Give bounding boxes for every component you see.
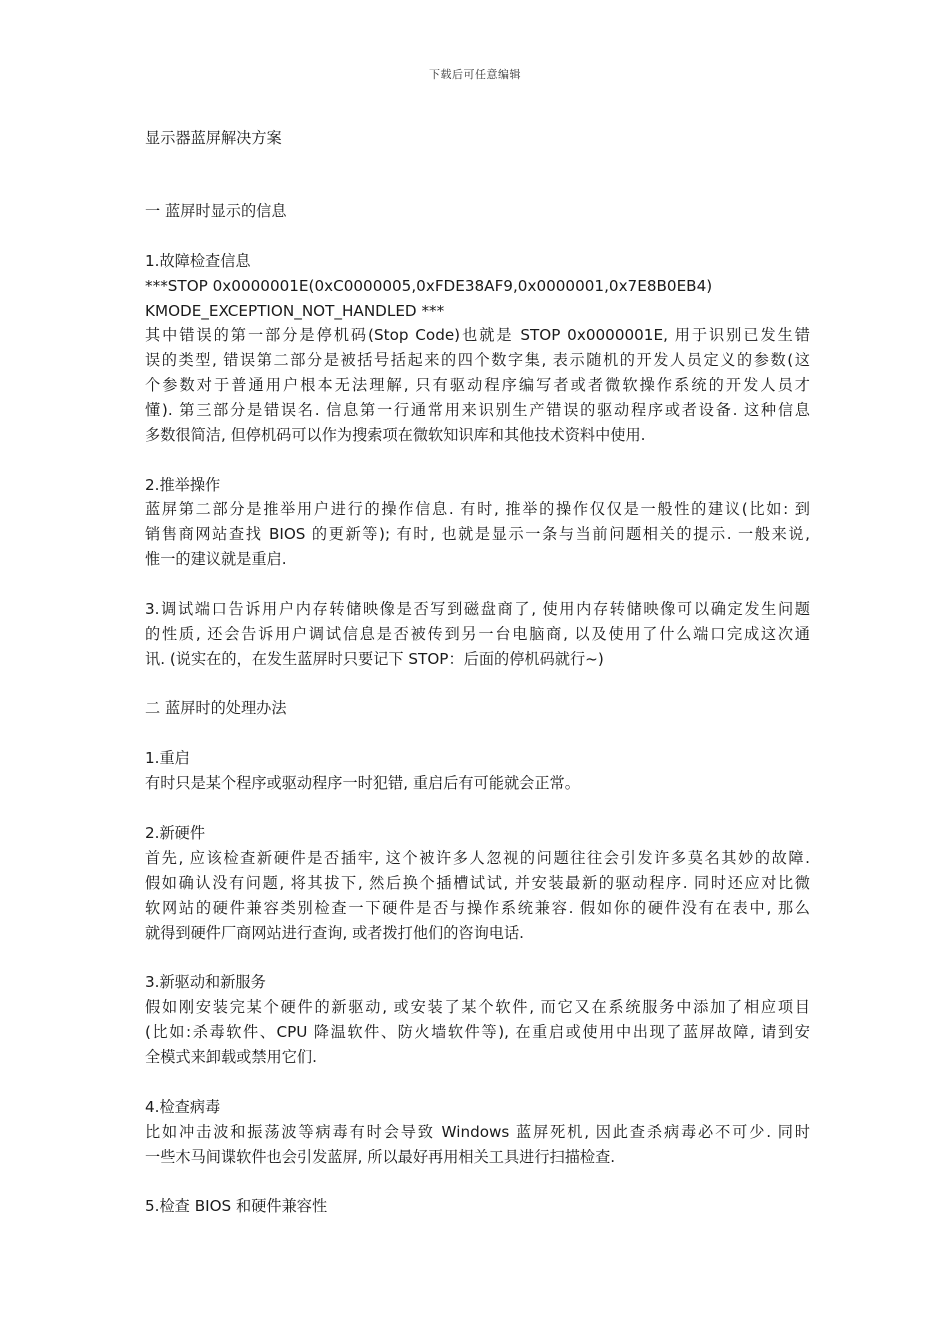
paragraph-line: 销售商网站查找 BIOS 的更新等); 有时, 也就是显示一条与当前问题相关的提示. 一般来说, [145,525,810,543]
paragraph-line: 就得到硬件厂商网站进行查询, 或者拨打他们的咨询电话. [145,924,524,942]
document-title: 显示器蓝屏解决方案 [145,129,282,147]
paragraph-line: 软网站的硬件兼容类别检查一下硬件是否与操作系统兼容. 假如你的硬件没有在表中, 那么 [145,899,810,917]
stop-code-line-1: ***STOP 0x0000001E(0xC0000005,0xFDE38AF9,0x0000001,0x7E8B0EB4) [145,277,713,295]
s1-item2-heading: 2.推举操作 [145,476,221,494]
paragraph-line: 首先, 应该检查新硬件是否插牢, 这个被许多人忽视的问题往往会引发许多莫名其妙的故障. [145,849,810,867]
s2-item4-heading: 4.检查病毒 [145,1098,221,1116]
paragraph-line: 3.调试端口告诉用户内存转储映像是否写到磁盘商了, 使用内存转储映像可以确定发生问题 [145,600,810,618]
paragraph-line: 有时只是某个程序或驱动程序一时犯错, 重启后有可能就会正常。 [145,774,580,792]
page-header: 下载后可任意编辑 [429,68,521,81]
paragraph-line: 其中错误的第一部分是停机码(Stop Code)也就是 STOP 0x0000001E, 用于识别已发生错 [145,326,810,344]
paragraph-line: 个参数对于普通用户根本无法理解, 只有驱动程序编写者或者微软操作系统的开发人员才 [145,376,810,394]
paragraph-line: (比如:杀毒软件、CPU 降温软件、防火墙软件等), 在重启或使用中出现了蓝屏故障, 请到安 [145,1023,810,1041]
s2-item2-heading: 2.新硬件 [145,824,206,842]
paragraph-line: 多数很简洁, 但停机码可以作为搜索项在微软知识库和其他技术资料中使用. [145,426,646,444]
paragraph-line: 全模式来卸载或禁用它们. [145,1048,317,1066]
paragraph-line: 假如刚安装完某个硬件的新驱动, 或安装了某个软件, 而它又在系统服务中添加了相应项目 [145,998,810,1016]
paragraph-line: 蓝屏第二部分是推举用户进行的操作信息. 有时, 推举的操作仅仅是一般性的建议(比如: 到 [145,500,810,518]
section2-heading: 二 蓝屏时的处理办法 [145,699,287,717]
paragraph-line: 一些木马间谍软件也会引发蓝屏, 所以最好再用相关工具进行扫描检查. [145,1148,616,1166]
section1-heading: 一 蓝屏时显示的信息 [145,202,287,220]
paragraph-line: 惟一的建议就是重启. [145,550,287,568]
paragraph-line: 假如确认没有问题, 将其拔下, 然后换个插槽试试, 并安装最新的驱动程序. 同时还应对比微 [145,874,810,892]
paragraph-line: 的性质, 还会告诉用户调试信息是否被传到另一台电脑商, 以及使用了什么端口完成这次通 [145,625,810,643]
paragraph-line: 懂). 第三部分是错误名. 信息第一行通常用来识别生产错误的驱动程序或者设备. 这种信息 [145,401,810,419]
paragraph-line: 比如冲击波和振荡波等病毒有时会导致 Windows 蓝屏死机, 因此查杀病毒必不可少. 同时 [145,1123,810,1141]
stop-code-line-2: KMODE_EXCEPTION_NOT_HANDLED *** [145,302,445,320]
s2-item5-heading: 5.检查 BIOS 和硬件兼容性 [145,1197,328,1215]
s2-item3-heading: 3.新驱动和新服务 [145,973,266,991]
s2-item1-heading: 1.重启 [145,749,190,767]
paragraph-line: 误的类型, 错误第二部分是被括号括起来的四个数字集, 表示随机的开发人员定义的参数(这 [145,351,810,369]
s1-item1-heading: 1.故障检查信息 [145,252,251,270]
paragraph-line: 讯. (说实在的，在发生蓝屏时只要记下 STOP：后面的停机码就行~) [145,650,604,668]
